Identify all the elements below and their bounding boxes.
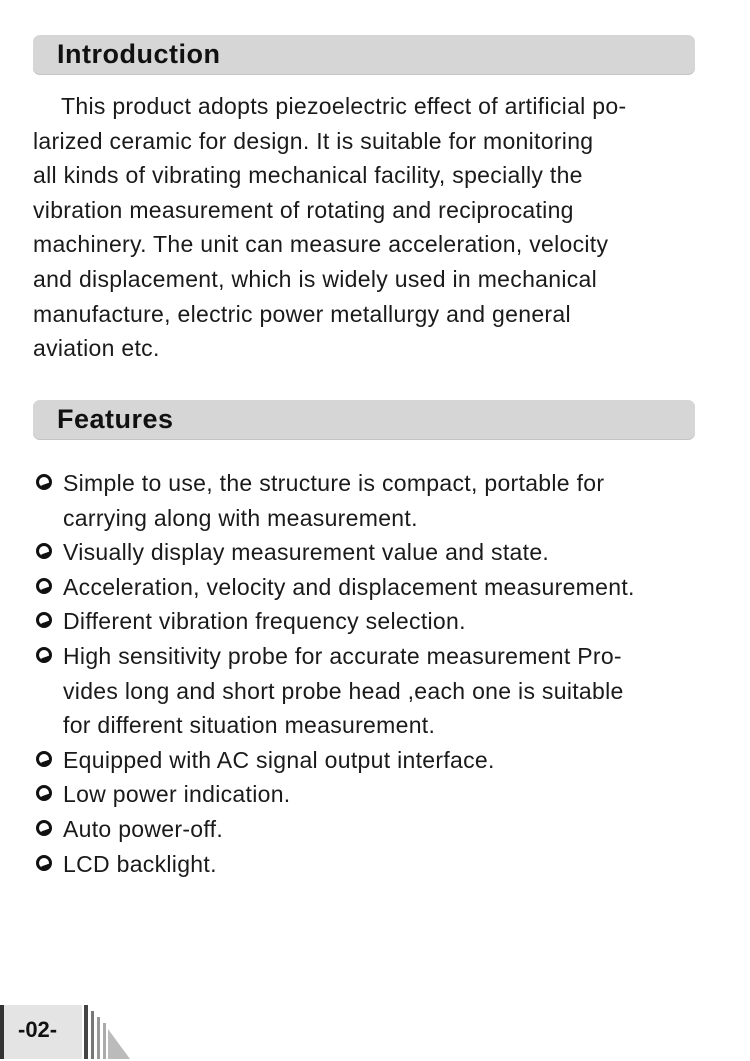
feature-line: Auto power-off. <box>63 815 224 842</box>
intro-line: machinery. The unit can measure acceleration, velocity <box>33 231 609 258</box>
intro-line: larized ceramic for design. It is suitable for monitoring <box>33 127 594 154</box>
circle-bullet-icon <box>36 855 52 871</box>
introduction-title: Introduction <box>57 39 221 69</box>
intro-line: This product adopts piezoelectric effect of artificial po- <box>61 93 627 119</box>
feature-item <box>36 604 736 639</box>
feature-item <box>36 777 736 812</box>
intro-line: all kinds of vibrating mechanical facility, specially the <box>33 162 583 189</box>
circle-bullet-icon <box>36 647 52 663</box>
feature-line: vides long and short probe head ,each one is suitable <box>63 677 624 704</box>
intro-line: and displacement, which is widely used in mechanical <box>33 265 598 292</box>
circle-bullet-icon <box>36 543 52 559</box>
feature-line: Visually display measurement value and state. <box>63 539 550 566</box>
feature-item <box>36 812 736 847</box>
page-number-tab <box>0 1005 82 1059</box>
features-list <box>36 466 736 881</box>
introduction-header <box>33 35 695 75</box>
circle-bullet-icon <box>36 820 52 836</box>
feature-item <box>36 639 736 743</box>
feature-item <box>36 466 736 535</box>
page-tab-stripes-icon <box>84 1005 134 1059</box>
intro-line: aviation etc. <box>33 335 160 362</box>
feature-line: for different situation measurement. <box>63 712 436 739</box>
feature-line: Acceleration, velocity and displacement measurement. <box>63 573 635 600</box>
feature-item <box>36 743 736 778</box>
feature-item <box>36 570 736 605</box>
feature-line: carrying along with measurement. <box>63 504 418 531</box>
circle-bullet-icon <box>36 751 52 767</box>
introduction-paragraph <box>33 89 703 366</box>
circle-bullet-icon <box>36 785 52 801</box>
intro-line: vibration measurement of rotating and reciprocating <box>33 196 574 223</box>
features-title: Features <box>57 404 174 434</box>
feature-item <box>36 535 736 570</box>
feature-line: Simple to use, the structure is compact, portable for <box>63 470 605 496</box>
circle-bullet-icon <box>36 474 52 490</box>
features-header <box>33 400 695 440</box>
feature-line: Different vibration frequency selection. <box>63 608 466 635</box>
feature-line: Equipped with AC signal output interface. <box>63 746 495 773</box>
circle-bullet-icon <box>36 578 52 594</box>
circle-bullet-icon <box>36 612 52 628</box>
page-number: -02- <box>18 1017 58 1042</box>
feature-line: LCD backlight. <box>63 850 217 877</box>
feature-line: High sensitivity probe for accurate measurement Pro- <box>63 642 622 669</box>
intro-line: manufacture, electric power metallurgy and general <box>33 300 571 327</box>
feature-item <box>36 847 736 882</box>
feature-line: Low power indication. <box>63 781 291 808</box>
page-footer <box>0 1003 140 1061</box>
